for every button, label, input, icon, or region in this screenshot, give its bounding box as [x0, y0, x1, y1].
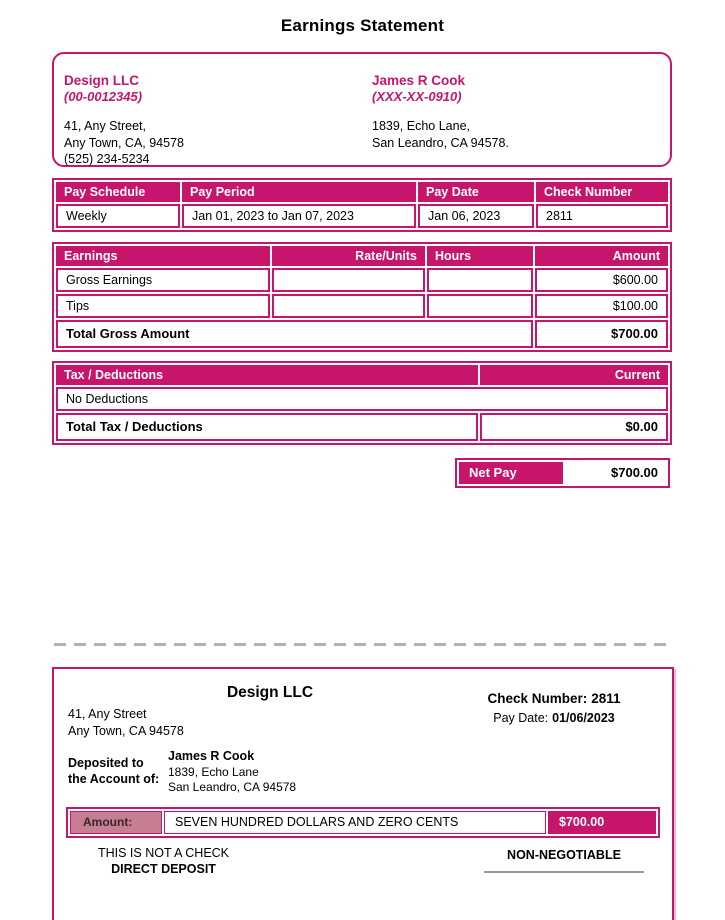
employer-address [64, 118, 372, 168]
earning-rate-units [272, 294, 425, 318]
col-header-pay-schedule: Pay Schedule [56, 182, 180, 202]
page-title: Earnings Statement [280, 16, 445, 35]
pay-date-label: Pay Date: [493, 711, 549, 725]
pay-date-value: 01/06/2023 [552, 711, 615, 725]
not-a-check-notice [66, 846, 261, 877]
earning-label: Gross Earnings [56, 268, 270, 292]
non-negotiable-label: NON-NEGOTIABLE [484, 848, 644, 873]
col-header-amount: Amount [535, 246, 668, 266]
earning-amount: $600.00 [535, 268, 668, 292]
pay-period-value: Jan 01, 2023 to Jan 07, 2023 [182, 204, 416, 228]
amount-label: Amount: [70, 811, 162, 834]
deductions-table [52, 361, 672, 445]
check-number-value: 2811 [591, 691, 621, 706]
total-gross-amount: $700.00 [535, 320, 668, 348]
payee-address-line: 1839, Echo Lane [168, 764, 259, 779]
no-deductions-label: No Deductions [56, 387, 668, 411]
deductions-total-row [56, 413, 668, 441]
earnings-table [52, 242, 672, 352]
total-deductions-amount: $0.00 [480, 413, 668, 441]
employer-id: (00-0012345) [64, 89, 143, 104]
pay-schedule-value: Weekly [56, 204, 180, 228]
check-meta-block [454, 690, 654, 727]
earning-amount: $100.00 [535, 294, 668, 318]
deductions-header-row [56, 365, 668, 385]
pay-schedule-header-row [56, 182, 668, 202]
employee-name: James R Cook [372, 73, 466, 88]
check-pay-date-line [454, 710, 654, 727]
check-company-address [68, 706, 184, 739]
col-header-current: Current [480, 365, 668, 385]
pay-schedule-table [52, 178, 672, 232]
total-deductions-label: Total Tax / Deductions [56, 413, 478, 441]
earning-rate-units [272, 268, 425, 292]
pay-date-value: Jan 06, 2023 [418, 204, 534, 228]
employer-name: Design LLC [64, 73, 140, 88]
payee-address-line: San Leandro, CA 94578 [168, 780, 297, 794]
not-a-check-line: THIS IS NOT A CHECK [97, 846, 230, 860]
check-number-label: Check Number: [487, 691, 588, 706]
employer-address-line: Any Town, CA, 94578 [64, 135, 184, 150]
col-header-pay-period: Pay Period [182, 182, 416, 202]
deposited-label [68, 749, 168, 796]
employer-address-line: 41, Any Street, [64, 119, 146, 133]
col-header-rate-units: Rate/Units [272, 246, 425, 266]
col-header-earnings: Earnings [56, 246, 270, 266]
deposited-block [68, 749, 296, 796]
check-number-line [454, 690, 654, 707]
pay-schedule-data-row [56, 204, 668, 228]
amount-value: $700.00 [548, 811, 656, 834]
earnings-row [56, 294, 668, 318]
deposited-label-line: Deposited to [68, 756, 144, 770]
earnings-header-row [56, 246, 668, 266]
net-pay-label: Net Pay [459, 462, 563, 484]
total-gross-label: Total Gross Amount [56, 320, 533, 348]
deductions-empty-row [56, 387, 668, 411]
earning-hours [427, 294, 533, 318]
payee-block [168, 749, 296, 796]
earnings-row [56, 268, 668, 292]
check-stub [52, 667, 674, 920]
earning-label: Tips [56, 294, 270, 318]
amount-row [66, 807, 660, 838]
employee-address [372, 118, 509, 151]
payee-name: James R Cook [168, 749, 255, 763]
col-header-hours: Hours [427, 246, 533, 266]
tear-line-divider [54, 643, 670, 646]
col-header-tax-deductions: Tax / Deductions [56, 365, 478, 385]
employee-address-line: San Leandro, CA 94578. [372, 135, 509, 150]
col-header-pay-date: Pay Date [418, 182, 534, 202]
employer-info [64, 73, 372, 165]
employee-info [372, 73, 509, 165]
check-company-address-line: 41, Any Street [68, 707, 147, 721]
employee-address-line: 1839, Echo Lane, [372, 119, 470, 133]
earnings-total-row [56, 320, 668, 348]
amount-in-words: SEVEN HUNDRED DOLLARS AND ZERO CENTS [164, 811, 546, 834]
net-pay-box [455, 458, 670, 488]
direct-deposit-line: DIRECT DEPOSIT [111, 861, 216, 876]
parties-info-box [52, 52, 672, 167]
check-company-address-line: Any Town, CA 94578 [68, 723, 184, 738]
col-header-check-number: Check Number [536, 182, 668, 202]
net-pay-amount: $700.00 [611, 465, 658, 480]
check-company-name: Design LLC [226, 684, 314, 701]
earning-hours [427, 268, 533, 292]
employer-phone: (525) 234-5234 [64, 152, 150, 166]
check-number-value: 2811 [536, 204, 668, 228]
deposited-label-line: the Account of: [68, 771, 160, 786]
employee-ssn: (XXX-XX-0910) [372, 89, 462, 104]
